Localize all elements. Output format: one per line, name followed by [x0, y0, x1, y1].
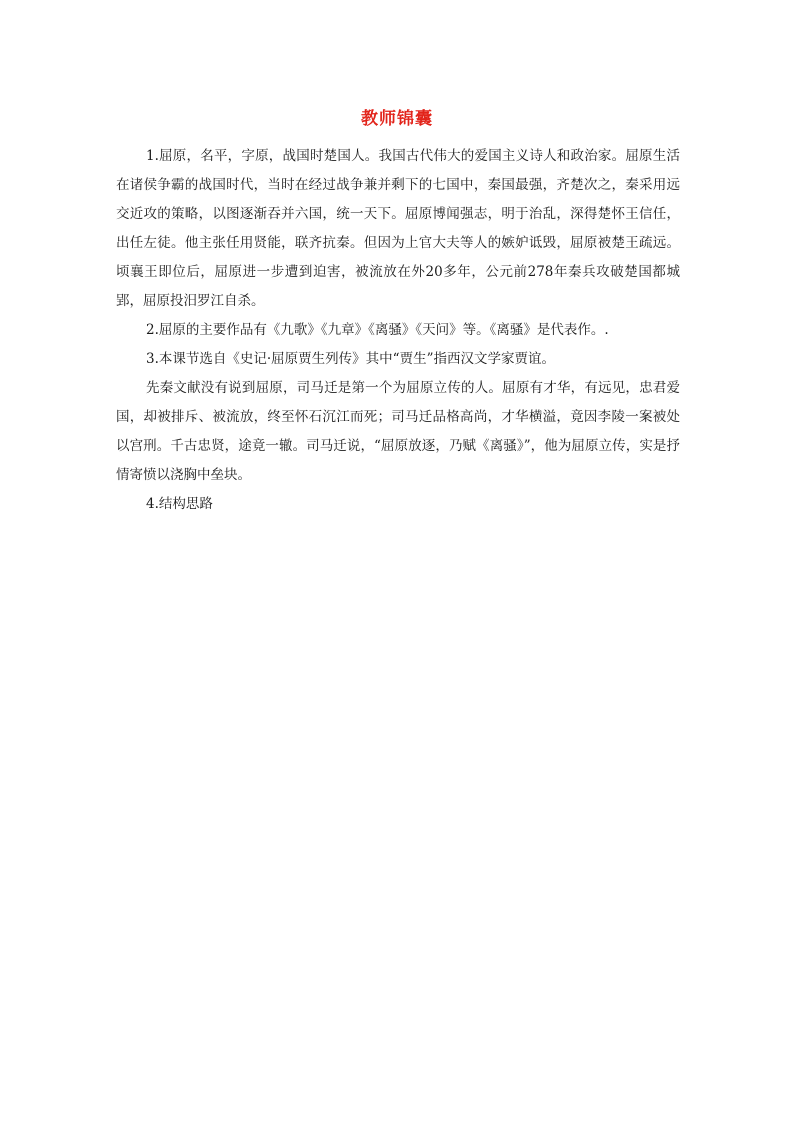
document-title: 教师锦囊: [361, 109, 433, 129]
paragraph-main-works: 2.屈原的主要作品有《九歌》《九章》《离骚》《天问》等。《离骚》是代表作。.: [146, 322, 609, 338]
paragraph-source-note: 3.本课节选自《史记·屈原贾生列传》其中“贾生”指西汉文学家贾谊。: [146, 351, 555, 367]
document-body: [116, 142, 680, 519]
paragraph-structure-heading: 4.结构思路: [146, 496, 213, 512]
paragraph-sima-qian-comment: 先秦文献没有说到屈原，司马迁是第一个为屈原立传的人。屈原有才华，有远见，忠君爱国，却被排斥、被流放，终至怀石沉江而死；司马迁品格高尚，才华横溢，竟因李陵一案被处以宫刑。千古忠贤，途竟一辙。司马迁说，“屈原放逐，乃赋《离骚》”，他为屈原立传，实是抒情寄愤以浇胸中垒块。: [116, 380, 680, 483]
paragraph-qu-yuan-biography: 1.屈原，名平，字原，战国时楚国人。我国古代伟大的爱国主义诗人和政治家。屈原生活在诸侯争霸的战国时代，当时在经过战争兼并剩下的七国中，秦国最强，齐楚次之，秦采用远交近攻的策略，以图逐渐吞并六国，统一天下。屈原博闻强志，明于治乱，深得楚怀王信任，出任左徒。他主张任用贤能，联齐抗秦。但因为上官大夫等人的嫉妒诋毁，屈原被楚王疏远。顷襄王即位后，屈原进一步遭到迫害，被流放在外20多年，公元前278年秦兵攻破楚国都城郢，屈原投汨罗江自杀。: [116, 148, 680, 309]
